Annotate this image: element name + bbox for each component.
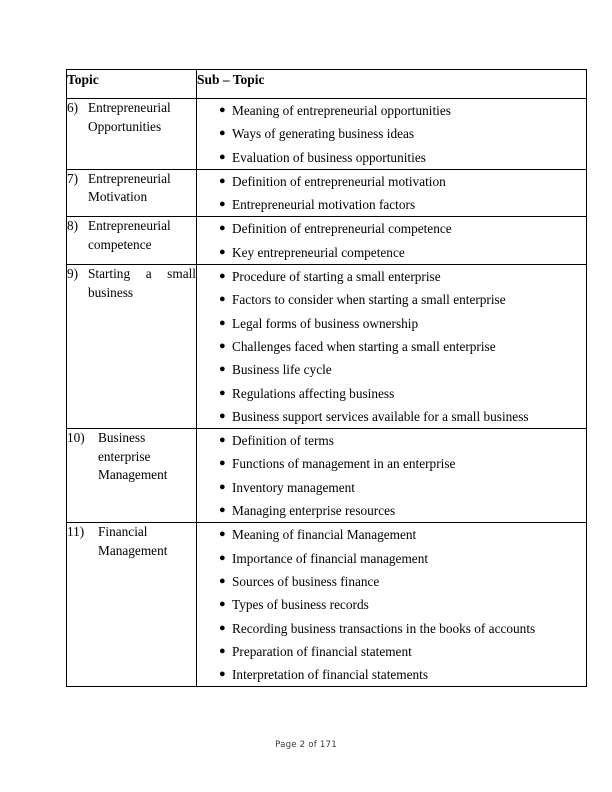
subtopic-cell (197, 523, 587, 687)
list-item (197, 452, 586, 475)
topic-label: Business enterprise Management (98, 430, 168, 483)
list-item (197, 640, 586, 663)
subtopic-list (197, 429, 586, 522)
bullet-icon: ● (219, 668, 226, 681)
list-item (197, 429, 586, 452)
syllabus-table (66, 69, 587, 687)
list-item (197, 99, 586, 122)
list-item-label: Managing enterprise resources (232, 503, 396, 519)
table-row (67, 429, 587, 523)
subtopic-list (197, 170, 586, 217)
list-item-label: Meaning of financial Management (232, 527, 417, 543)
subtopic-cell (197, 217, 587, 265)
bullet-icon: ● (219, 598, 226, 611)
list-item-label: Business support services available for a small business (232, 408, 529, 424)
list-item-label: Meaning of entrepreneurial opportunities (232, 103, 451, 118)
list-item-label: Definition of entrepreneurial competence (232, 221, 452, 237)
list-item-label: Preparation of financial statement (232, 643, 412, 659)
topic-cell (67, 265, 197, 429)
topic-cell (67, 217, 197, 265)
list-item (197, 217, 586, 240)
list-item (197, 288, 586, 311)
list-item (197, 358, 586, 381)
list-item (197, 570, 586, 593)
list-item-label: Recording business transactions in the books of accounts (232, 620, 536, 636)
bullet-icon: ● (219, 551, 226, 564)
table-row (67, 217, 587, 265)
table-header-row (67, 70, 587, 99)
bullet-icon: ● (219, 339, 226, 352)
bullet-icon: ● (219, 245, 226, 258)
bullet-icon: ● (219, 504, 226, 517)
bullet-icon: ● (219, 457, 226, 470)
subtopic-cell (197, 265, 587, 429)
list-item (197, 122, 586, 145)
table-header (67, 70, 587, 99)
list-item-label: Key entrepreneurial competence (232, 244, 405, 260)
table-row (67, 265, 587, 429)
list-item (197, 593, 586, 616)
list-item-label: Interpretation of financial statements (232, 667, 429, 683)
list-item (197, 547, 586, 570)
list-item-label: Inventory management (232, 479, 355, 495)
list-item-label: Factors to consider when starting a small enterprise (232, 292, 506, 308)
table-row (67, 169, 587, 217)
list-item-label: Challenges faced when starting a small enterprise (232, 338, 496, 354)
bullet-icon: ● (219, 222, 226, 235)
topic-label: Starting a small business (88, 266, 196, 300)
list-item (197, 170, 586, 193)
list-item (197, 523, 586, 546)
bullet-icon: ● (219, 480, 226, 493)
subtopic-list (197, 265, 586, 428)
list-item (197, 265, 586, 288)
bullet-icon: ● (219, 127, 226, 140)
list-item-label: Procedure of starting a small enterprise (232, 269, 441, 285)
topic-label: Entrepreneurial Opportunities (88, 100, 171, 134)
bullet-icon: ● (219, 363, 226, 376)
list-item-label: Legal forms of business ownership (232, 315, 419, 331)
bullet-icon: ● (219, 293, 226, 306)
list-item (197, 382, 586, 405)
list-item-label: Types of business records (232, 597, 369, 613)
topic-number: 10) (67, 430, 85, 446)
topic-number: 11) (67, 524, 85, 540)
bullet-icon: ● (219, 574, 226, 587)
list-item (197, 193, 586, 216)
subtopic-cell (197, 99, 587, 170)
bullet-icon: ● (219, 198, 226, 211)
list-item (197, 146, 586, 169)
list-item-label: Definition of entrepreneurial motivation (232, 173, 446, 189)
list-item (197, 617, 586, 640)
topic-label: Entrepreneurial Motivation (88, 170, 171, 205)
topic-cell (67, 523, 197, 687)
bullet-icon: ● (219, 621, 226, 634)
list-item (197, 476, 586, 499)
list-item-label: Sources of business finance (232, 573, 380, 589)
list-item-label: Functions of management in an enterprise (232, 456, 456, 472)
bullet-icon: ● (219, 644, 226, 657)
bullet-icon: ● (219, 409, 226, 422)
topic-cell (67, 99, 197, 170)
bullet-icon: ● (219, 174, 226, 187)
topic-number: 9) (67, 266, 79, 282)
list-item-label: Entrepreneurial motivation factors (232, 197, 416, 213)
table-row (67, 99, 587, 170)
bullet-icon: ● (219, 104, 226, 116)
topic-label: Entrepreneurial competence (88, 218, 171, 253)
topic-number: 7) (67, 170, 79, 186)
table-body (67, 99, 587, 687)
table-row (67, 523, 587, 687)
list-item-label: Evaluation of business opportunities (232, 149, 426, 165)
topic-cell (67, 169, 197, 217)
list-item (197, 499, 586, 522)
subtopic-list (197, 217, 586, 264)
column-header-subtopic: Sub – Topic (197, 70, 587, 99)
bullet-icon: ● (219, 316, 226, 329)
list-item-label: Ways of generating business ideas (232, 126, 415, 142)
list-item-label: Business life cycle (232, 362, 332, 378)
column-header-topic: Topic (67, 70, 197, 99)
list-item (197, 663, 586, 686)
bullet-icon: ● (219, 528, 226, 541)
list-item (197, 405, 586, 428)
list-item (197, 241, 586, 264)
subtopic-cell (197, 169, 587, 217)
list-item-label: Regulations affecting business (232, 385, 395, 401)
topic-cell (67, 429, 197, 523)
list-item-label: Definition of terms (232, 433, 334, 449)
subtopic-cell (197, 429, 587, 523)
page-footer: Page 2 of 171 (275, 740, 337, 750)
list-item (197, 312, 586, 335)
list-item-label: Importance of financial management (232, 550, 429, 566)
bullet-icon: ● (219, 150, 226, 163)
subtopic-list (197, 99, 586, 169)
subtopic-list (197, 523, 586, 686)
topic-label: Financial Management (98, 524, 168, 558)
bullet-icon: ● (219, 434, 226, 447)
list-item (197, 335, 586, 358)
topic-number: 8) (67, 218, 79, 234)
bullet-icon: ● (219, 270, 226, 283)
bullet-icon: ● (219, 386, 226, 399)
topic-number: 6) (67, 100, 79, 115)
